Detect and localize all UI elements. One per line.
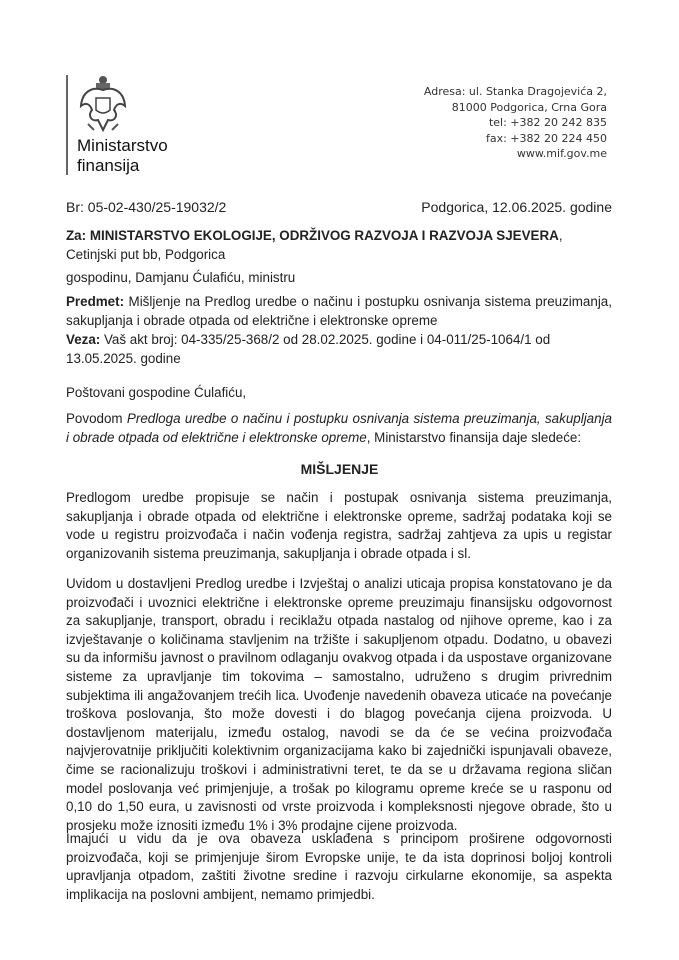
subject	[66, 293, 612, 330]
body-paragraph-1: Predlogom uredbe propisuje se način i postupak osnivanja sistema preuzimanja, sakupljanja i obrade otpada od električne i elektronske opreme, sadržaj podataka koji se vode u registru proizvođača i način vođenja registra, sadržaj zahtjeva za upis u registar organizovanih sistema preuzimanja, sakupljanja i obrade otpada i sl.	[66, 490, 612, 561]
recipient-label: Za:	[66, 228, 87, 243]
opinion-heading: MIŠLJENJE	[300, 461, 379, 477]
coat-of-arms-icon	[78, 74, 128, 136]
contact-address	[424, 84, 607, 162]
address-website: www.mif.gov.me	[516, 147, 607, 160]
address-fax: fax: +382 20 224 450	[485, 131, 607, 145]
salutation: Poštovani gospodine Ćulafiću,	[66, 385, 247, 400]
subject-label: Predmet:	[66, 294, 125, 309]
subject-text: Mišljenje na Predlog uredbe o načinu i postupku osnivanja sistema preuzimanja, sakupljanja i obrade otpada od električne i elektronske opreme	[66, 294, 612, 328]
recipient	[66, 227, 612, 264]
intro-paragraph	[66, 410, 612, 447]
intro-italic: Predloga uredbe o načinu i postupku osnivanja sistema preuzimanja, sakupljanja i obrade otpada od električne i elektronske opreme	[66, 411, 612, 445]
address-phone: tel: +382 20 242 835	[488, 116, 607, 129]
link-reference	[66, 331, 612, 368]
body-paragraph-3: Imajući u vidu da je ova obaveza usklađena s principom proširene odgovornosti proizvođača, koji se primjenjuje širom Evropske unije, te da ista doprinosi boljoj kontroli upravljanja otpadom, zaštiti životne sredine i razvoju cirkularne ekonomije, sa aspekta implikacija na poslovni ambijent, nemamo primjedbi.	[66, 831, 612, 902]
letterhead-divider	[66, 75, 68, 175]
intro-before: Povodom	[66, 411, 127, 426]
address-street: Adresa: ul. Stanka Dragojevića 2,	[423, 85, 607, 98]
intro-after: , Ministarstvo finansija daje sledeće:	[366, 429, 582, 445]
recipient-attention: gospodinu, Damjanu Ćulafiću, ministru	[66, 270, 296, 285]
org-line-2: finansija	[77, 156, 140, 175]
body-paragraph-2: Uvidom u dostavljeni Predlog uredbe i Izvještaj o analizi uticaja propisa konstatovano je da proizvođači i uvoznici električne i elektronske opreme preuzimaju finansijsku odgovornost za sakupljanje, transport, obradu i reciklažu otpada nastalog od njihove opreme, kao i za izvještavanje o količinama stavljenim na tržište i sakupljenom otpadu. Dodatno, u obavezi su da informišu javnost o pravilnom odlaganju ovakvog otpada i da uspostave organizovane sisteme za upravljanje tim tokovima – samostalno, udruženo s drugim privrednim subjektima ili angažovanjem trećih lica. Uvođenje navedenih obaveza uticaće na povećanje troškova poslovanja, što može dovesti i do blagog povećanja cijena proizvoda. U dostavljenom materijalu, između ostalog, navodi se da će se većina proizvođača najvjerovatnije priključiti kolektivnim organizacijama kako bi zajednički ispunjavali obaveze, čime se racionalizuju troškovi i administrativni teret, te da se u državama regiona sličan model poslovanja već primjenjuje, a trošak po kilogramu opreme kreće se u rasponu od 0,10 do 1,50 eura, u zavisnosti od vrste proizvoda i kompleksnosti njegove obrade, što u prosjeku može iznositi između 1% i 3% prodajne cijene proizvoda.	[66, 576, 612, 833]
organization-name	[77, 136, 168, 176]
place-date: Podgorica, 12.06.2025. godine	[421, 199, 612, 215]
address-city: 81000 Podgorica, Crna Gora	[451, 100, 607, 114]
recipient-name: MINISTARSTVO EKOLOGIJE, ODRŽIVOG RAZVOJA I RAZVOJA SJEVERA	[89, 228, 559, 243]
recipient-address: , Cetinjski put bb, Podgorica	[66, 228, 563, 262]
link-label: Veza:	[66, 332, 101, 347]
reference-number: Br: 05-02-430/25-19032/2	[66, 199, 227, 215]
org-line-1: Ministarstvo	[77, 136, 168, 155]
link-text: Vaš akt broj: 04-335/25-368/2 od 28.02.2025. godine i 04-011/25-1064/1 od 13.05.2025. godine	[66, 332, 551, 366]
